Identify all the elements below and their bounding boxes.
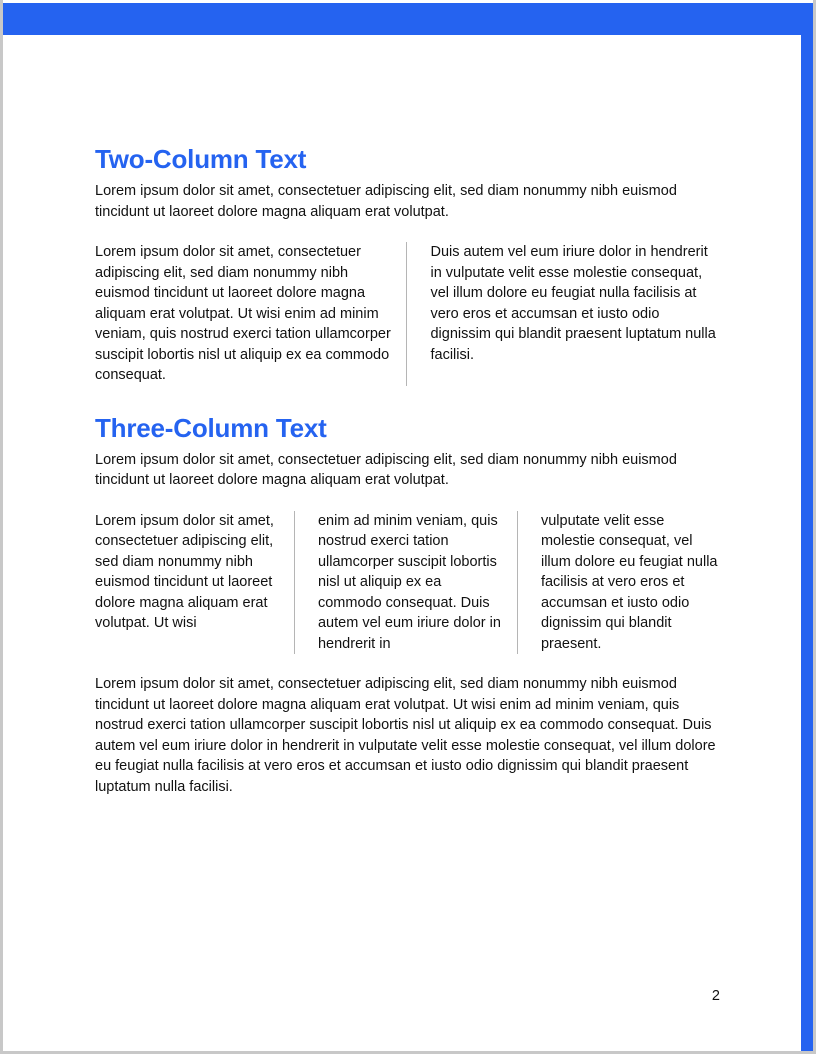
section-intro: Lorem ipsum dolor sit amet, consectetuer adipiscing elit, sed diam nonummy nibh euismod tincidunt ut laoreet dolore magna aliquam erat volutpat. [95, 183, 677, 220]
text-column-3: vulputate velit esse molestie consequat, vel illum dolore eu feugiat nulla facilisis at vero eros et accumsan et iusto odio dignissim qui blandit praesent. [540, 512, 718, 652]
page-content [95, 141, 720, 797]
three-column-layout [95, 511, 720, 655]
page-frame-left [0, 0, 3, 1054]
two-column-layout [95, 242, 720, 386]
closing-paragraph: Lorem ipsum dolor sit amet, consectetuer adipiscing elit, sed diam nonummy nibh euismod tincidunt ut laoreet dolore magna aliquam erat volutpat. Ut wisi enim ad minim veniam, quis nostrud exerci tation ullamcorper suscipit lobortis nisl ut aliquip ex ea commodo consequat. Duis autem vel eum iriure dolor in hendrerit in vulputate velit esse molestie consequat, vel illum dolore eu feugiat nulla facilisis at vero eros et accumsan et iusto odio dignissim qui blandit praesent luptatum nulla facilisi. [95, 676, 716, 795]
text-column-2: Duis autem vel eum iriure dolor in hendrerit in vulputate velit esse molestie consequat, vel illum dolore eu feugiat nulla facilisis at vero eros et accumsan et iusto odio dignissim qui blandit praesent luptatum nulla facilisi. [430, 244, 716, 363]
text-column-1: Lorem ipsum dolor sit amet, consectetuer adipiscing elit, sed diam nonummy nibh euismod tincidunt ut laoreet dolore magna aliquam erat volutpat. Ut wisi [95, 511, 295, 655]
two-column-section [95, 141, 720, 386]
section-intro: Lorem ipsum dolor sit amet, consectetuer adipiscing elit, sed diam nonummy nibh euismod tincidunt ut laoreet dolore magna aliquam erat volutpat. [95, 451, 677, 488]
section-heading-three-column: Three-Column Text [95, 412, 327, 443]
text-column-1: Lorem ipsum dolor sit amet, consectetuer adipiscing elit, sed diam nonummy nibh euismod tincidunt ut laoreet dolore magna aliquam erat volutpat. Ut wisi enim ad minim veniam, quis nostrud exerci tation ullamcorper suscipit lobortis nisl ut aliquip ex ea commodo consequat. [95, 242, 407, 386]
text-column-2: enim ad minim veniam, quis nostrud exerci tation ullamcorper suscipit lobortis nisl ut aliquip ex ea commodo consequat. Duis autem vel eum iriure dolor in hendrerit in [295, 511, 518, 655]
page-number: 2 [711, 988, 720, 1004]
accent-bar-right [801, 3, 813, 1051]
accent-bar-top [3, 3, 813, 35]
section-heading-two-column: Two-Column Text [95, 144, 307, 174]
three-column-section [95, 410, 720, 655]
